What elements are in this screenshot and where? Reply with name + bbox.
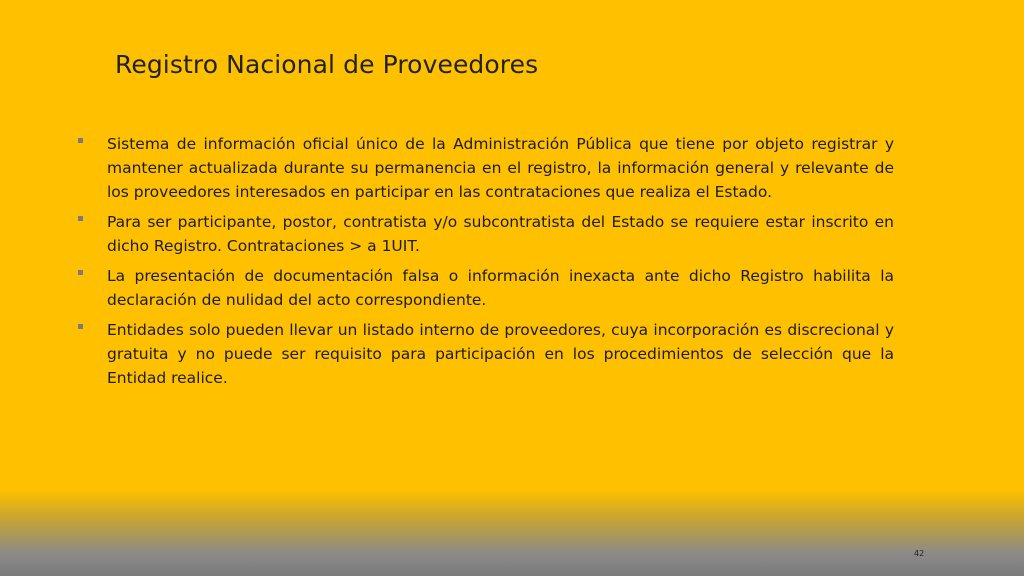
- bullet-text: Para ser participante, postor, contratista y/o subcontratista del Estado se requiere estar inscrito en dicho Registro. Contrataciones > a 1UIT.: [107, 213, 894, 255]
- slide-title: Registro Nacional de Proveedores: [115, 50, 539, 79]
- square-bullet-icon: [78, 216, 83, 221]
- bullet-text: Sistema de información oficial único de la Administración Pública que tiene por objeto registrar y mantener actualizada durante su permanencia en el registro, la información general y relevante de los proveedores interesados en participar en las contrataciones que realiza el Estado.: [107, 135, 894, 201]
- bullet-item: [78, 132, 894, 204]
- bullet-list: [78, 132, 894, 396]
- bullet-text: Entidades solo pueden llevar un listado interno de proveedores, cuya incorporación es discrecional y gratuita y no puede ser requisito para participación en los procedimientos de selección que la Entidad realice.: [107, 321, 894, 387]
- page-number: 42: [914, 549, 925, 558]
- square-bullet-icon: [78, 270, 83, 275]
- bullet-item: [78, 264, 894, 312]
- bullet-item: [78, 210, 894, 258]
- footer-gradient-band: [0, 490, 1024, 576]
- bullet-item: [78, 318, 894, 390]
- square-bullet-icon: [78, 324, 83, 329]
- square-bullet-icon: [78, 138, 83, 143]
- bullet-text: La presentación de documentación falsa o información inexacta ante dicho Registro habilita la declaración de nulidad del acto correspondiente.: [107, 267, 894, 309]
